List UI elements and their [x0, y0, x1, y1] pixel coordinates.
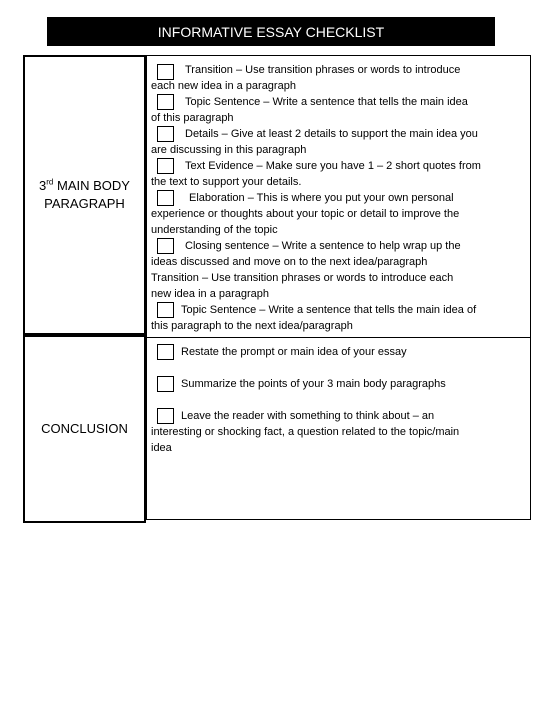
checklist-line: Leave the reader with something to think about – an	[181, 410, 435, 422]
checklist-line: new idea in a paragraph	[151, 288, 270, 300]
checklist-line: interesting or shocking fact, a question related to the topic/main	[151, 426, 460, 438]
label-ordinal-suffix: rd	[46, 177, 54, 187]
label-line2: PARAGRAPH	[44, 196, 125, 211]
checklist-line: are discussing in this paragraph	[151, 144, 307, 156]
checklist-line: understanding of the topic	[151, 224, 278, 236]
main-body-checklist	[146, 55, 531, 338]
checkbox-summarize[interactable]	[157, 376, 174, 392]
section-label-main-body	[23, 55, 146, 335]
checklist-line: experience or thoughts about your topic or detail to improve the	[151, 208, 460, 220]
checklist-line: the text to support your details.	[151, 176, 302, 188]
label-ordinal: 3	[39, 178, 47, 193]
checklist-line: Topic Sentence – Write a sentence that tells the main idea of	[181, 304, 477, 316]
checklist-line: Topic Sentence – Write a sentence that tells the main idea	[185, 96, 468, 108]
checkbox-elaboration[interactable]	[157, 190, 174, 206]
checkbox-transition[interactable]	[157, 64, 174, 80]
checkbox-details[interactable]	[157, 126, 174, 142]
checklist-line: Summarize the points of your 3 main body paragraphs	[181, 378, 446, 390]
checklist-line: Transition – Use transition phrases or words to introduce	[185, 64, 461, 76]
label-text: CONCLUSION	[41, 421, 128, 436]
section-label-conclusion	[23, 335, 146, 523]
checkbox-leave-reader[interactable]	[157, 408, 174, 424]
checklist-line: each new idea in a paragraph	[151, 80, 296, 92]
checkbox-text-evidence[interactable]	[157, 158, 174, 174]
checklist-line: of this paragraph	[151, 112, 234, 124]
label-text: MAIN BODY	[53, 178, 130, 193]
checklist-line: this paragraph to the next idea/paragraph	[151, 320, 353, 332]
checklist-line: Elaboration – This is where you put your own personal	[189, 192, 454, 204]
checkbox-topic-sentence-2[interactable]	[157, 302, 174, 318]
checkbox-closing-sentence[interactable]	[157, 238, 174, 254]
checkbox-restate-prompt[interactable]	[157, 344, 174, 360]
checklist-line: Details – Give at least 2 details to support the main idea you	[185, 128, 478, 140]
checklist-line: idea	[151, 442, 172, 454]
checkbox-topic-sentence[interactable]	[157, 94, 174, 110]
checklist-line: ideas discussed and move on to the next idea/paragraph	[151, 256, 428, 268]
checklist-line: Closing sentence – Write a sentence to help wrap up the	[185, 240, 461, 252]
checklist-line: Restate the prompt or main idea of your essay	[181, 346, 407, 358]
checklist-title: INFORMATIVE ESSAY CHECKLIST	[47, 17, 495, 46]
checklist-line: Transition – Use transition phrases or words to introduce each	[151, 272, 454, 284]
conclusion-checklist	[146, 337, 531, 520]
checklist-line: Text Evidence – Make sure you have 1 – 2 short quotes from	[185, 160, 481, 172]
